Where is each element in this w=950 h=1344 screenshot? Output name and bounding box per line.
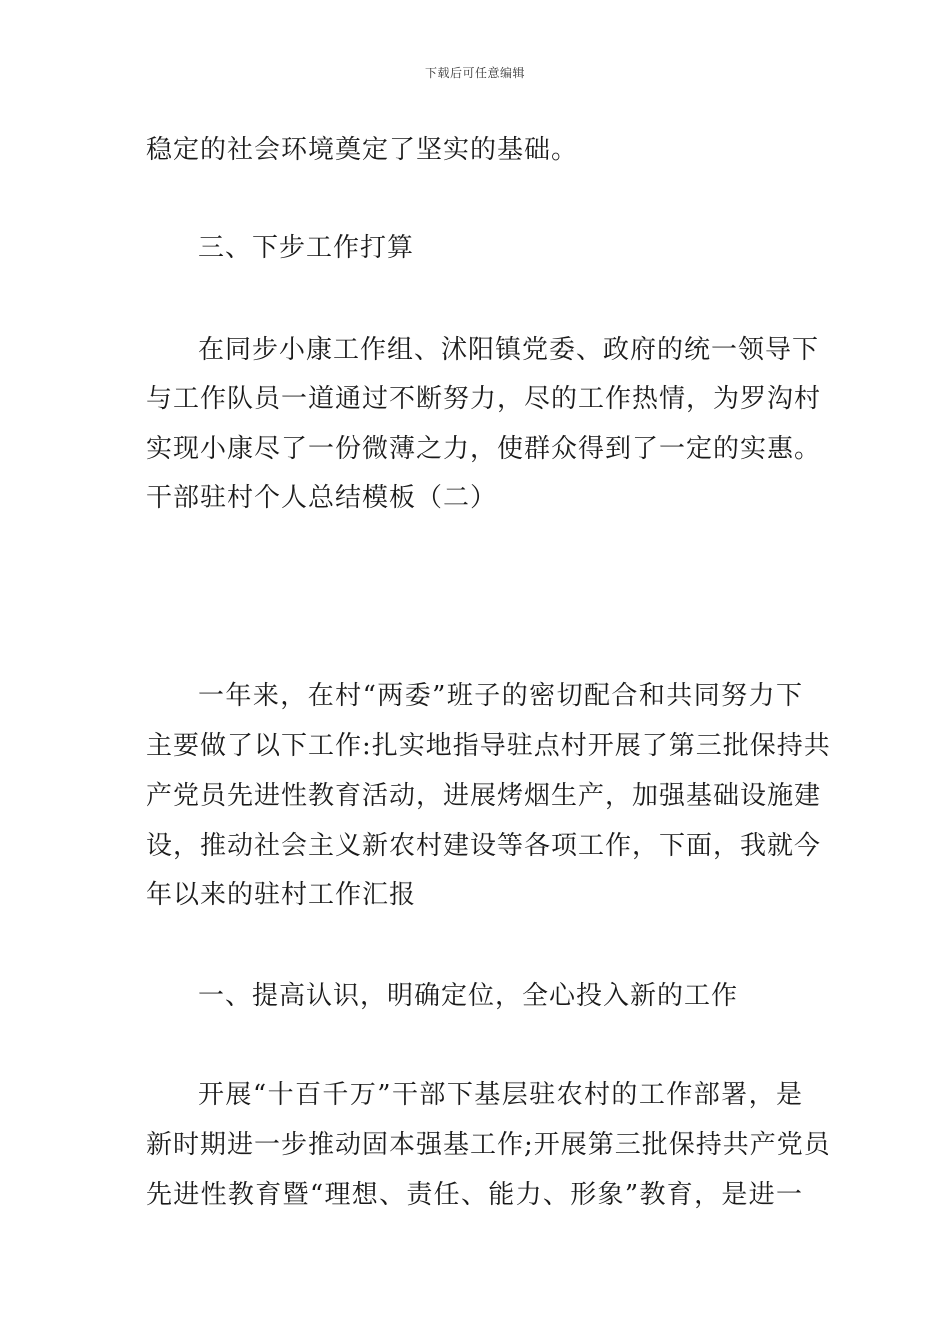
body-line: 新时期进一步推动固本强基工作;开展第三批保持共产党员: [146, 1130, 831, 1160]
body-line: 产党员先进性教育活动，进展烤烟生产，加强基础设施建: [146, 781, 822, 811]
body-line: 稳定的社会环境奠定了坚实的基础。: [146, 135, 579, 165]
section-heading: 三、下步工作打算: [198, 233, 415, 263]
body-line: 先进性教育暨“理想、责任、能力、形象”教育，是进一: [146, 1180, 803, 1210]
body-line: 在同步小康工作组、沭阳镇党委、政府的统一领导下: [198, 335, 820, 365]
body-line: 开展“十百千万”干部下基层驻农村的工作部署，是: [198, 1080, 803, 1110]
document-title: 干部驻村个人总结模板（二）: [146, 483, 498, 513]
body-line: 一年来，在村“两委”班子的密切配合和共同努力下: [198, 681, 803, 711]
body-line: 设，推动社会主义新农村建设等各项工作，下面，我就今: [146, 831, 822, 861]
body-line: 主要做了以下工作:扎实地指导驻点村开展了第三批保持共: [146, 731, 831, 761]
body-line: 与工作队员一道通过不断努力，尽的工作热情，为罗沟村: [146, 384, 822, 414]
page-header: 下载后可任意编辑: [424, 66, 525, 80]
body-line: 实现小康尽了一份微薄之力，使群众得到了一定的实惠。: [146, 434, 822, 464]
section-heading: 一、提高认识，明确定位，全心投入新的工作: [198, 981, 739, 1011]
body-line: 年以来的驻村工作汇报: [146, 880, 417, 910]
